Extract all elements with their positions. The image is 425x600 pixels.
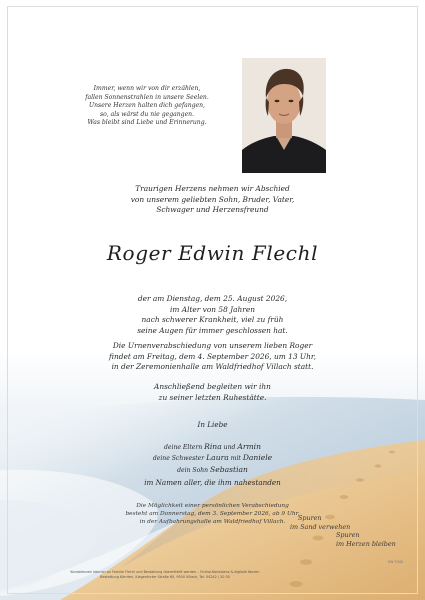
- on-behalf-line: im Namen aller, die ihm nahestanden: [144, 478, 281, 487]
- escort-line: Anschließend begleiten wir ihn: [154, 382, 271, 391]
- note-line: besteht am Donnerstag, dem 3. September 2026, ab 9 Uhr,: [125, 510, 300, 517]
- family-son: dein Sohn Sebastian: [177, 464, 248, 474]
- intro-line: von unserem geliebten Sohn, Bruder, Vater,: [130, 194, 295, 204]
- poem-line: fallen Sonnenstrahlen in unsere Seelen.: [85, 93, 209, 101]
- death-line: im Alter von 58 Jahren: [170, 304, 255, 314]
- poem-line: so, als wärst du nie gegangen.: [99, 110, 195, 118]
- footer-line: Bestattung Kärnten, Klagenfurter Straße 60, 9500 Villach, Tel. 04242 / 20 00: [100, 574, 230, 579]
- intro-line: Schwager und Herzensfreund: [156, 205, 269, 215]
- death-line: seine Augen für immer geschlossen hat.: [137, 325, 288, 335]
- family-sister: deine Schwester Laura mit Daniele: [152, 453, 273, 463]
- serial-number: KW 5345: [388, 560, 404, 564]
- family-parents: deine Eltern Rina und Armin: [164, 442, 261, 451]
- verse-line: im Herzen bleiben: [336, 539, 396, 548]
- funeral-line: findet am Freitag, dem 4. September 2026, um 13 Uhr,: [109, 351, 316, 361]
- portrait-photo: [242, 58, 326, 173]
- verse-line: Spuren: [336, 531, 360, 540]
- intro-text: [0, 184, 425, 216]
- parent-name: Armin: [237, 442, 261, 451]
- escort-notice: [0, 382, 425, 403]
- death-line: nach schwerer Krankheit, viel zu früh: [141, 315, 284, 325]
- death-notice: [0, 294, 425, 336]
- family-list: [0, 442, 425, 476]
- death-line: der am Dienstag, dem 25. August 2026,: [137, 294, 288, 303]
- footer-imprint: [40, 570, 290, 579]
- poem-line: Unsere Herzen halten dich gefangen,: [89, 102, 205, 110]
- poem-line: Immer, wenn wir von dir erzählen,: [93, 85, 201, 92]
- funeral-notice: [0, 341, 425, 373]
- in-love-heading: In Liebe: [197, 420, 228, 429]
- verse-line: Spuren: [298, 514, 322, 522]
- deceased-name: Roger Edwin Flechl: [106, 241, 319, 265]
- intro-line: Traurigen Herzens nehmen wir Abschied: [135, 184, 290, 193]
- verse-line: im Sand verwehen: [290, 522, 351, 531]
- note-line: Die Möglichkeit einer persönlichen Verabschiedung: [136, 503, 289, 509]
- funeral-line: in der Zeremonienhalle am Waldfriedhof Villach statt.: [111, 362, 314, 372]
- footer-line: Kondolenzen können an Familie Flechl und Bestattung übermittelt werden – Online-Kondolenz & digitale Kerzen: [70, 570, 260, 574]
- portrait-image: [242, 58, 326, 173]
- son-name: Sebastian: [210, 464, 248, 474]
- escort-line: zu seiner letzten Ruhestätte.: [158, 392, 267, 402]
- parent-name: Rina: [204, 442, 222, 451]
- sister-partner-name: Daniele: [242, 453, 273, 463]
- sand-verse: [290, 514, 410, 548]
- note-line: in der Aufbahrungshalle am Waldfriedhof Villach.: [139, 518, 286, 525]
- poem-line: Was bleibt sind Liebe und Erinnerung.: [87, 119, 207, 127]
- memorial-poem: [72, 85, 222, 128]
- sister-name: Laura: [206, 453, 229, 463]
- funeral-line: Die Urnenverabschiedung von unserem lieben Roger: [112, 341, 313, 350]
